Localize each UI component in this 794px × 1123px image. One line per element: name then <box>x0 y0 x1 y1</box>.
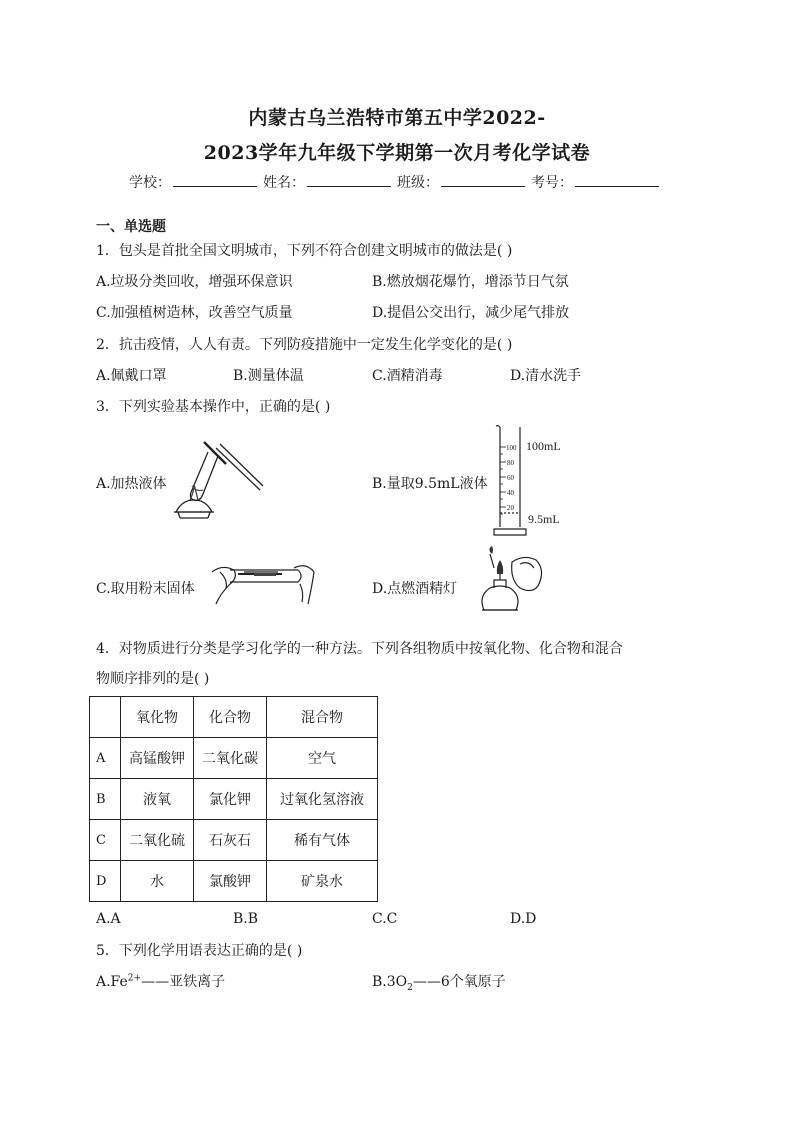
q5-stem: 5．下列化学用语表达正确的是( ) <box>96 943 303 959</box>
cylinder-capacity-label: 100mL <box>526 439 561 453</box>
heating-liquid-illustration <box>170 438 265 524</box>
q2-option-d[interactable]: D.清水洗手 <box>510 368 582 384</box>
q1-stem: 1．包头是首批全国文明城市，下列不符合创建文明城市的做法是( ) <box>96 243 513 259</box>
q5-a-prefix: A.Fe <box>96 974 128 990</box>
q5-a-text: ——亚铁离子 <box>141 974 226 990</box>
table-cell: 过氧化氢溶液 <box>267 779 378 820</box>
class-label: 班级： <box>397 175 439 191</box>
q1-option-d[interactable]: D.提倡公交出行，减少尾气排放 <box>372 305 570 321</box>
q3-option-a[interactable]: A.加热液体 <box>96 476 167 492</box>
tick-label-20: 20 <box>507 504 514 512</box>
q5-b-subscript: 2 <box>407 982 413 993</box>
table-header-cell: 化合物 <box>194 697 267 738</box>
q4-stem-line2: 物顺序排列的是( ) <box>96 671 210 687</box>
q1-option-c[interactable]: C.加强植树造林，改善空气质量 <box>96 305 293 321</box>
q3-option-d[interactable]: D.点燃酒精灯 <box>372 581 458 597</box>
tick-label-60: 60 <box>507 474 514 482</box>
q4-option-a[interactable]: A.A <box>96 911 121 927</box>
number-blank[interactable] <box>575 174 659 187</box>
number-label: 考号： <box>531 175 573 191</box>
table-cell: B <box>90 779 121 820</box>
cylinder-reading-label: 9.5mL <box>528 512 560 526</box>
graduated-cylinder-illustration <box>494 425 574 537</box>
table-header-cell: 混合物 <box>267 697 378 738</box>
q4-stem-line1: 4．对物质进行分类是学习化学的一种方法。下列各组物质中按氧化物、化合物和混合 <box>96 641 623 657</box>
q5-option-b[interactable] <box>372 971 506 993</box>
name-label: 姓名： <box>263 175 305 191</box>
table-cell: 高锰酸钾 <box>121 738 194 779</box>
q4-option-b[interactable]: B.B <box>233 911 259 927</box>
table-cell: 氯化钾 <box>194 779 267 820</box>
table-cell: 二氧化硫 <box>121 820 194 861</box>
q5-option-a[interactable] <box>96 971 225 991</box>
table-row <box>90 779 378 820</box>
q3-option-c[interactable]: C.取用粉末固体 <box>96 581 195 597</box>
exam-title-line2: 2023学年九年级下学期第一次月考化学试卷 <box>203 142 591 164</box>
table-cell: A <box>90 738 121 779</box>
section-heading: 一、单选题 <box>96 219 166 235</box>
table-cell: 石灰石 <box>194 820 267 861</box>
table-cell: 水 <box>121 861 194 902</box>
table-cell: 稀有气体 <box>267 820 378 861</box>
q4-option-c[interactable]: C.C <box>372 911 398 927</box>
table-row <box>90 861 378 902</box>
table-header-cell <box>90 697 121 738</box>
class-blank[interactable] <box>441 174 525 187</box>
table-header-cell: 氧化物 <box>121 697 194 738</box>
school-label: 学校： <box>129 175 171 191</box>
table-header-row <box>90 697 378 738</box>
q3-stem: 3．下列实验基本操作中，正确的是( ) <box>96 399 331 415</box>
exam-title-line1: 内蒙古乌兰浩特市第五中学2022- <box>248 107 546 129</box>
alcohol-lamp-illustration <box>476 548 548 618</box>
q5-b-text: ——6个氧原子 <box>412 974 506 990</box>
table-cell: 液氧 <box>121 779 194 820</box>
tick-label-100: 100 <box>506 444 517 452</box>
powder-test-tube-illustration <box>208 558 320 608</box>
q2-stem: 2．抗击疫情，人人有责。下列防疫措施中一定发生化学变化的是( ) <box>96 337 513 353</box>
q1-option-a[interactable]: A.垃圾分类回收，增强环保意识 <box>96 274 293 290</box>
q2-option-b[interactable]: B.测量体温 <box>233 368 304 384</box>
tick-label-80: 80 <box>507 459 514 467</box>
classification-table <box>89 696 378 902</box>
q2-option-c[interactable]: C.酒精消毒 <box>372 368 443 384</box>
table-cell: D <box>90 861 121 902</box>
q4-option-d[interactable]: D.D <box>510 911 537 927</box>
table-cell: 氯酸钾 <box>194 861 267 902</box>
q3-option-b[interactable]: B.量取9.5mL液体 <box>372 476 488 492</box>
student-info-line <box>0 172 794 192</box>
name-blank[interactable] <box>307 174 391 187</box>
table-cell: 矿泉水 <box>267 861 378 902</box>
q5-a-charge: 2+ <box>127 973 142 984</box>
q2-option-a[interactable]: A.佩戴口罩 <box>96 368 167 384</box>
table-row <box>90 738 378 779</box>
table-cell: C <box>90 820 121 861</box>
table-cell: 空气 <box>267 738 378 779</box>
table-row <box>90 820 378 861</box>
q5-b-prefix: B.3O <box>372 974 408 990</box>
table-cell: 二氧化碳 <box>194 738 267 779</box>
tick-label-40: 40 <box>507 489 514 497</box>
q1-option-b[interactable]: B.燃放烟花爆竹，增添节日气氛 <box>372 274 569 290</box>
school-blank[interactable] <box>173 174 257 187</box>
